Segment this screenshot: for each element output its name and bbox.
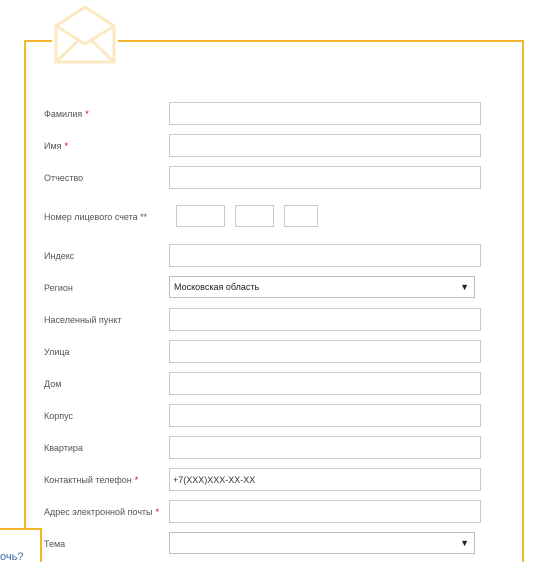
house-row <box>44 372 484 396</box>
region-row <box>44 276 484 300</box>
first-name-row <box>44 134 484 158</box>
house-input[interactable] <box>169 372 481 395</box>
postal-code-row <box>44 244 484 268</box>
first-name-input[interactable] <box>169 134 481 157</box>
required-mark: * <box>155 507 160 517</box>
last-name-input[interactable] <box>169 102 481 125</box>
account-part-3-input[interactable] <box>284 205 318 227</box>
triangle-down-icon: ▼ <box>460 538 469 548</box>
last-name-row <box>44 102 484 126</box>
middle-name-label: Отчество <box>44 173 84 183</box>
topic-select[interactable] <box>169 532 475 554</box>
account-part-1-input[interactable] <box>176 205 225 227</box>
triangle-down-icon: ▼ <box>460 282 469 292</box>
required-mark: * <box>134 475 139 485</box>
envelope-icon <box>52 4 118 66</box>
account-number-label: Номер лицевого счета ** <box>44 212 148 222</box>
required-mark: * <box>64 141 69 151</box>
region-select[interactable] <box>169 276 475 298</box>
postal-code-label: Индекс <box>44 251 75 261</box>
locality-row <box>44 308 484 332</box>
phone-row <box>44 468 484 492</box>
required-mark: * <box>85 109 89 119</box>
building-label: Корпус <box>44 411 74 421</box>
help-link[interactable]: очь? <box>0 551 24 562</box>
topic-label: Тема <box>44 539 66 549</box>
topic-row <box>44 532 484 556</box>
last-name-label: Фамилия * <box>44 109 89 119</box>
postal-code-input[interactable] <box>169 244 481 267</box>
account-number-row <box>44 205 484 229</box>
email-row <box>44 500 484 524</box>
first-name-label: Имя * <box>44 141 69 151</box>
locality-label: Населенный пункт <box>44 315 122 325</box>
locality-input[interactable] <box>169 308 481 331</box>
middle-name-input[interactable] <box>169 166 481 189</box>
street-label: Улица <box>44 347 70 357</box>
middle-name-row <box>44 166 484 190</box>
building-input[interactable] <box>169 404 481 427</box>
street-input[interactable] <box>169 340 481 363</box>
region-label: Регион <box>44 283 73 293</box>
phone-input[interactable] <box>169 468 481 491</box>
house-label: Дом <box>44 379 62 389</box>
phone-label: Контактный телефон * <box>44 475 139 485</box>
email-label: Адрес электронной почты * <box>44 507 160 517</box>
region-selected-value: Московская область <box>174 282 260 292</box>
apartment-row <box>44 436 484 460</box>
building-row <box>44 404 484 428</box>
account-part-2-input[interactable] <box>235 205 274 227</box>
apartment-input[interactable] <box>169 436 481 459</box>
email-input[interactable] <box>169 500 481 523</box>
street-row <box>44 340 484 364</box>
apartment-label: Квартира <box>44 443 83 453</box>
